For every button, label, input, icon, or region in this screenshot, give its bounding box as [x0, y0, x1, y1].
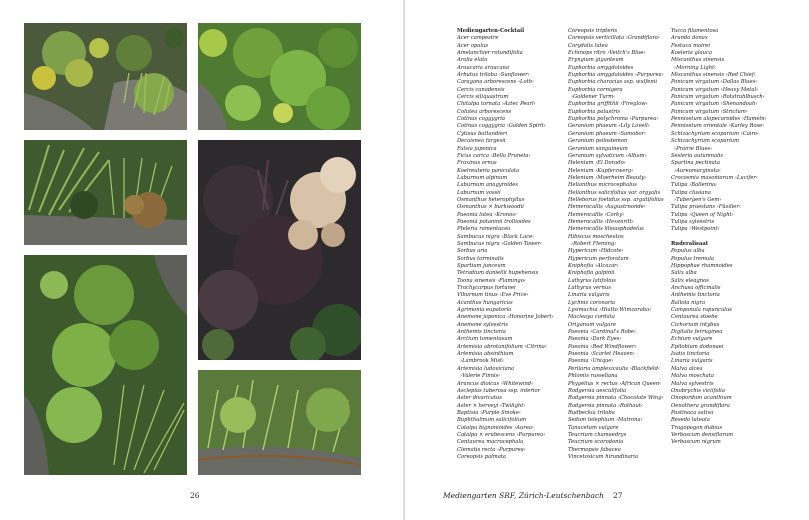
- plant-list-item: Vincetoxicum hirundinaria: [568, 453, 639, 460]
- plant-list-item: Euphorbia characias ssp. wulfenii: [568, 79, 658, 86]
- plant-list-item: Hypericum ›Hidcote‹: [568, 248, 624, 255]
- plant-list-item: Hemerocallis ›Augustrnonde‹: [568, 204, 646, 211]
- photo-grasses-hellebore: [24, 140, 187, 245]
- plant-list-item: Tragopogon dubius: [671, 424, 722, 431]
- plant-list-item: Populus tremula: [671, 255, 715, 262]
- running-title: Mediengarten SRF, Zürich-Leutschenbach: [443, 491, 605, 500]
- plant-list-item: Aster divaricatus: [457, 395, 502, 402]
- plant-list-item: Paeonia ›Cardinal's Robe‹: [568, 329, 637, 336]
- list-heading: Mediengarten-Cocktail: [457, 28, 525, 34]
- plant-list-item: Sambucus nigra ›Golden Tower‹: [457, 240, 542, 247]
- plant-list-item: Pennisetum orientale ›Karley Rose‹: [671, 123, 765, 130]
- plant-list-item: Schizachyrium scoparium: [671, 138, 740, 145]
- plant-list-item: Hemerocallis lilioasphodelus: [568, 226, 644, 233]
- plant-list-item: Amelanchier rotundifolia: [457, 50, 523, 57]
- list-spacer: [671, 234, 767, 241]
- photo-grass-bed: [198, 370, 361, 475]
- plant-list-item: Koelreuteria paniculata: [457, 167, 520, 174]
- plant-list-item: Anchusa officinalis: [671, 285, 721, 292]
- plant-list-item: Panicum virgatum ›Heavy Metal‹: [671, 86, 759, 93]
- plant-list-item: Catalpa × erubescens ›Purpurea‹: [457, 431, 546, 438]
- plant-list-item: Tanacetum vulgare: [568, 424, 619, 431]
- plant-list-item: Corydalis lutea: [568, 42, 608, 49]
- plant-list-item: Tulipa ›Westpoint‹: [671, 226, 720, 233]
- plant-list-item: Cercis siliquastrum: [457, 94, 509, 101]
- plant-list-item: Thermopsis fabacea: [568, 446, 621, 453]
- plant-list-item: Euphorbia polychroma ›Purpurea‹: [568, 116, 659, 123]
- plant-list-item: Acer opalus: [457, 42, 489, 49]
- plant-list-item: Rodgersia aesculifolia: [568, 387, 627, 394]
- plant-list-item: Malva alcea: [671, 365, 703, 372]
- plant-list-item: Paeonia potaninii trollioides: [457, 218, 531, 225]
- plant-list-item: Chitalpa tornata ›Aztec Pearl‹: [457, 101, 536, 108]
- plant-list-item: Osmanthus × burkwoodii: [457, 204, 524, 211]
- plant-list-item: Panicum virgatum ›Rotstrahlbusch‹: [671, 94, 765, 101]
- plant-list-item: Rodgersia pinnata ›Rothaut‹: [568, 402, 643, 409]
- plant-list-item: Cotinus coggygria: [457, 116, 505, 123]
- plant-list-item: Arctium tomentosum: [457, 336, 513, 343]
- list-heading: Ruderalisaat: [671, 240, 709, 247]
- plant-list-item: Rudbeckia triloba: [568, 409, 615, 416]
- plant-list-item: Caragana arborescens ›Loth‹: [457, 79, 535, 86]
- plant-list-item: Oenothera grandiflora: [671, 402, 730, 409]
- photo-green-foliage: [198, 23, 361, 130]
- plant-list-item: Crocosmia masoniorum ›Lucifer‹: [671, 174, 758, 181]
- plant-list-item: Tetradium daniellii hupehensis: [457, 270, 539, 277]
- plant-list-item: Acanthus hungaricus: [457, 299, 513, 306]
- plant-list-item: Cytisus battandieri: [457, 130, 508, 137]
- plant-list-item: Kniphofia galpinii: [568, 270, 615, 277]
- plant-list-item: Cotinus coggygria ›Golden Spirit‹: [457, 123, 546, 130]
- plant-list-item: Fatsia japonica: [457, 145, 497, 152]
- plant-list-item: Ballota nigra: [671, 299, 706, 306]
- plant-list-item: Centaurea stoebe: [671, 314, 718, 321]
- plant-list-item: Helianthus microcephalus: [568, 182, 637, 189]
- left-page: [0, 0, 404, 520]
- plant-list-item: Linaria vulgaris: [568, 292, 610, 299]
- plant-list-item: Sorbus aria: [457, 248, 488, 255]
- plant-list-item: Anemone sylvestris: [457, 321, 509, 328]
- plant-list-item: Hippophae rhamnoides: [671, 263, 733, 269]
- plant-list-item: Euphorbia griffithii ›Fireglow‹: [568, 101, 648, 108]
- plant-list-item: Rodgersia pinnata ›Chocolate Wing‹: [568, 395, 664, 402]
- plant-list-item: Macleaya cordata: [568, 314, 615, 321]
- photo-euphorbia-planting: [24, 23, 187, 130]
- plant-list-item: Laburnum vossii: [457, 189, 501, 196]
- plant-list-item: Koeleria glauca: [671, 50, 712, 57]
- plant-list-item: Hibiscus moscheutos: [568, 233, 624, 240]
- plant-list-item: Lychnis coronaria: [568, 299, 616, 306]
- plant-list-item: Eryngium giganteum: [568, 57, 624, 64]
- plant-list-item: Echium vulgare: [671, 336, 713, 343]
- plant-list-item: Campanula rapunculus: [671, 307, 732, 314]
- plant-list-item: Artemisia absinthium: [457, 351, 514, 358]
- plant-list-item: Euphorbia palustris: [568, 108, 621, 115]
- plant-list-item: Laburnum anagyroides: [457, 182, 519, 189]
- plant-list-item: Yucca filamentosa: [671, 28, 719, 34]
- plant-list-item: Aruncus dioicus ›Whitewind‹: [457, 380, 534, 387]
- plant-list-item: Onopordum acanthium: [671, 395, 732, 402]
- plant-list-item: Paeonia ›Scarlet Heaven‹: [568, 351, 635, 358]
- plant-list-item: Malva moschata: [671, 373, 714, 380]
- plant-list-item: Buphthalmum salicifolium: [457, 417, 527, 424]
- plant-list-item: Hemerocallis ›Hexenritt‹: [568, 218, 634, 225]
- plant-list-item: Euphorbia cornigera: [568, 86, 623, 93]
- plant-list-item: ›Tubergen's Gem‹: [674, 196, 722, 203]
- plant-list-item: Catalpa bignonioides ›Aurea‹: [457, 424, 535, 431]
- plant-list-item: Miscanthus sinensis: [671, 57, 725, 64]
- plant-list-item: Schizachyrium scoparium ›Cairo‹: [671, 130, 760, 137]
- plant-list-item: Anemone japonica ›Honorine Jobert‹: [457, 314, 554, 321]
- plant-list-item: Onobrychis viciifolia: [671, 387, 725, 394]
- plant-list-item: Verbascum densiflorum: [671, 431, 734, 438]
- plant-list-item: Spartina pectinata: [671, 160, 720, 167]
- plant-list-item: Tulipa clusiana: [671, 189, 711, 196]
- plant-list-item: Helenium ›El Dorado‹: [568, 160, 626, 167]
- plant-list-item: Panicum virgatum ›Strictum‹: [671, 108, 748, 115]
- plant-list-item: Paeonia ›Red Windflower‹: [568, 343, 637, 350]
- plant-list-item: Euphorbia amygdaloides ›Purpurea‹: [568, 72, 664, 79]
- left-page-number: 26: [190, 491, 200, 500]
- plant-list-item: Baptisia ›Purple Smoke‹: [457, 409, 522, 416]
- plant-list-column-2: [568, 28, 664, 461]
- plant-list-item: Spartium junceum: [457, 263, 506, 269]
- plant-list-item: Paeonia lutea ›Kronos‹: [457, 211, 517, 218]
- plant-list-item: Miscanthus sinensis ›Red Chief‹: [671, 72, 756, 79]
- plant-list-item: Tulipa ›Ballerina‹: [671, 182, 718, 189]
- plant-list-item: Ficus carica ›Bella Pruneta‹: [457, 152, 531, 159]
- plant-list-item: Pastinaca sativa: [671, 409, 714, 416]
- plant-list-item: Agrimonia eupatoria: [457, 307, 512, 314]
- plant-list-item: Geranium psilostemon: [568, 138, 628, 145]
- plant-list-item: Perilaria amplexicaulis ›Blackfield‹: [568, 365, 660, 372]
- plant-list-item: Anthemis tinctoria: [457, 329, 506, 336]
- plant-list-item: ›Valerie Finnis‹: [460, 373, 501, 380]
- plant-list-item: Kniphofia ›Alcazar‹: [568, 263, 619, 269]
- plant-list-item: ›Aureomarginata‹: [674, 167, 721, 174]
- plant-list-item: Geranium phaeum ›Lily Lovell‹: [568, 123, 650, 130]
- plant-list-item: Teucrium scorodonia: [568, 439, 624, 446]
- plant-list-item: Origanum vulgare: [568, 321, 616, 328]
- plant-list-item: Coreopsis verticillata ›Grandiflora‹: [568, 35, 661, 42]
- photo-sambucus-astilbe: [198, 140, 361, 360]
- plant-list-item: Epilobium dodonaei: [671, 343, 724, 350]
- plant-list-item: Sedum telephium ›Matrona‹: [568, 417, 643, 424]
- plant-list-item: Tulipa sylvestris: [671, 218, 714, 225]
- plant-list-item: Pennisetum alopecuroides ›Hameln‹: [671, 116, 767, 123]
- plant-list-item: ›Morning Light‹: [674, 64, 717, 71]
- plant-list-item: Cercis canadensis: [457, 86, 505, 93]
- plant-list-item: Helianthus salicifolius var. orgyalis: [568, 189, 661, 196]
- plant-list-item: Festuca mairei: [671, 42, 710, 49]
- plant-list-item: Arundo donax: [671, 35, 708, 42]
- plant-list-item: Acer campestre: [457, 35, 499, 42]
- plant-list-item: Sesleria autumnalis: [671, 152, 724, 159]
- plant-list-item: Hemerocallis ›Corky‹: [568, 211, 625, 218]
- plant-list-item: Populus alba: [671, 248, 705, 255]
- plant-list-item: Geranium phaeum ›Samobor‹: [568, 130, 647, 137]
- plant-list-item: Anthemis tinctoria: [671, 292, 720, 299]
- plant-list-item: Geranium sanguineum: [568, 145, 628, 152]
- plant-list-item: Pteleria ramentacea: [457, 226, 511, 233]
- plant-list-item: Salix alba: [671, 270, 697, 277]
- plant-list-item: Linaria vulgaris: [671, 358, 713, 365]
- plant-list-item: Fraxinus ornus: [457, 160, 497, 167]
- plant-list-item: Artemisia ludoviciana: [457, 365, 515, 372]
- plant-list-item: Digitalis ferruginea: [671, 329, 723, 336]
- plant-list-column-3: [671, 28, 767, 447]
- plant-list-item: Tulipa ›Queen of Night‹: [671, 211, 734, 218]
- plant-list-item: Centaurea macrocephala: [457, 439, 524, 446]
- plant-list-item: Decaisnea fargesii: [457, 138, 506, 145]
- plant-list-item: Artemisia abrotanifolium ›Citrina‹: [457, 343, 547, 350]
- plant-list-item: Aster × herveyi ›Twilight‹: [457, 402, 526, 409]
- plant-list-item: Colutea arborescens: [457, 108, 512, 115]
- plant-list-item: Helenium ›Kupferzwerg‹: [568, 167, 634, 174]
- plant-list-item: Aralia elata: [457, 57, 488, 64]
- plant-list-item: Lathyrus latifolius: [568, 277, 616, 284]
- plant-list-item: Clematis recta ›Purpurea‹: [457, 446, 526, 453]
- plant-list-item: Salix eleagnos: [671, 277, 709, 284]
- plant-list-item: Helenium ›Moerheim Beauty‹: [568, 174, 647, 181]
- plant-list-item: Paeonia ›Dark Eyes‹: [568, 336, 622, 343]
- plant-list-item: Araucaria araucana: [457, 64, 509, 71]
- plant-list-item: Helleborus foetidus ssp. argutifolius: [568, 196, 664, 203]
- plant-list-item: Trachycarpus fortunei: [457, 285, 516, 292]
- plant-list-item: Phlomis russeliana: [568, 373, 618, 380]
- plant-list-item: Tulipa praestans ›Füsilier‹: [671, 204, 741, 211]
- plant-list-item: Arbutus triloba ›Sunflower‹: [457, 72, 530, 79]
- plant-list-item: ›Prairie Blues‹: [674, 145, 713, 152]
- plant-list-item: Coreopsis tripteris: [568, 28, 618, 34]
- plant-list-item: Reseda luteola: [671, 417, 710, 424]
- plant-list-item: Malva sylvestris: [671, 380, 714, 387]
- plant-list-column-1: [457, 28, 554, 461]
- plant-list-item: Asclepias tuberosa ssp. interior: [457, 387, 541, 394]
- plant-list-item: Viburnum tinus ›Eve Price‹: [457, 292, 529, 299]
- plant-list-item: Sambucus nigra ›Black Lace‹: [457, 233, 535, 240]
- plant-list-item: Panicum virgatum ›Dallas Blues‹: [671, 79, 758, 86]
- plant-list-item: Hypericum perforatum: [568, 255, 629, 262]
- plant-list-item: Geranium sylvaticum ›Album‹: [568, 152, 647, 159]
- plant-list-item: Cichorium intybus: [671, 321, 720, 328]
- plant-list-item: Panicum virgatum ›Shenandoah‹: [671, 101, 758, 108]
- plant-list-item: Laburnum alpinum: [457, 174, 508, 181]
- photo-peony-grasses: [24, 255, 187, 475]
- plant-list-item: ›Goldener Turm‹: [571, 94, 616, 101]
- plant-list-item: Phygelius × rectus ›African Queen‹: [568, 380, 662, 387]
- plant-list-item: Euphorbia amygdaloides: [568, 64, 634, 71]
- plant-list-item: Lathyrus vernus: [568, 285, 611, 292]
- right-page-number: 27: [613, 491, 623, 500]
- plant-list-item: Isatis tinctoria: [671, 351, 710, 358]
- right-page: [405, 0, 809, 520]
- plant-list-item: Paeonia ›Unique‹: [568, 358, 614, 365]
- plant-list-item: Sorbus torminalis: [457, 255, 504, 262]
- plant-list-item: Lysimachia ›Hiatto Wimzoraba‹: [568, 307, 652, 314]
- plant-list-item: Coreopsis palmata: [457, 453, 506, 460]
- plant-list-item: ›Lambrook Mist‹: [460, 358, 505, 365]
- plant-list-item: Echinops ritro ›Veitch's Blue‹: [568, 50, 646, 57]
- plant-list-item: Osmanthus heterophyllus: [457, 196, 525, 203]
- plant-list-item: ›Robert Fleming‹: [571, 240, 617, 247]
- plant-list-item: Teucrium chamaedrys: [568, 431, 627, 438]
- plant-list-item: Toona sinensis ›Flamingo‹: [457, 277, 526, 284]
- plant-list-item: Verbascum nigrum: [671, 439, 721, 446]
